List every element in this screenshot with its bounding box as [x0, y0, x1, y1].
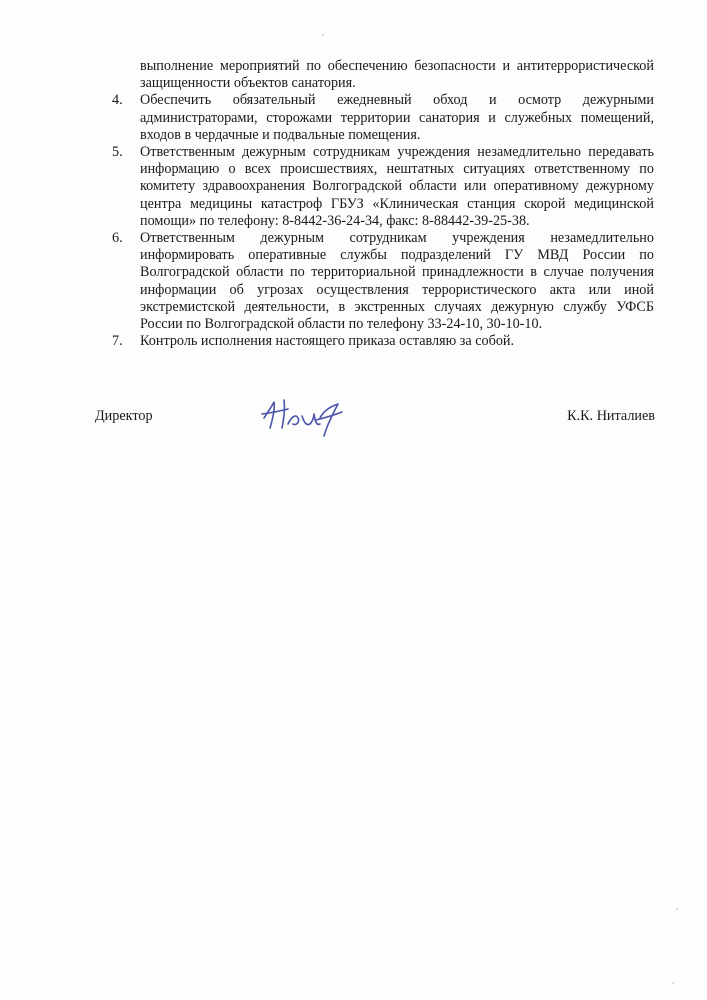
- list-item: [108, 92, 654, 144]
- scan-speck: [676, 908, 678, 910]
- list-item-number: 5.: [112, 144, 123, 161]
- list-item: [108, 144, 654, 230]
- list-item: [108, 333, 654, 350]
- list-item-text: Контроль исполнения настоящего приказа оставляю за собой.: [140, 333, 515, 350]
- scan-speck: [322, 34, 324, 36]
- signatory-title: Директор: [95, 408, 153, 424]
- list-item-number: 6.: [112, 230, 123, 247]
- signatory-name: К.К. Ниталиев: [567, 408, 655, 424]
- list-item-text: Ответственным дежурным сотрудникам учреждения незамедлительно информировать оперативные службы подразделений ГУ МВД России по Волгоградской области по территориальной принадлежности в случае получения информации об угрозах осуществления террористического акта или иной экстремистской деятельности, в экстренных случаях дежурную службу УФСБ России по Волгоградской области по телефону 33-24-10, 30-10-10.: [140, 230, 654, 333]
- list-item-number: 4.: [112, 92, 123, 109]
- signature-block: [95, 402, 655, 442]
- document-body: [108, 58, 654, 350]
- lead-paragraph: выполнение мероприятий по обеспечению безопасности и антитеррористической защищенности объектов санатория.: [140, 58, 654, 92]
- list-item-text: Ответственным дежурным сотрудникам учреждения незамедлительно передавать информацию о всех происшествиях, нештатных ситуациях ответственному по комитету здравоохранения Волгоградской области или оперативному дежурному центра медицины катастроф ГБУЗ «Клиническая станция скорой медицинской помощи» по телефону: 8-8442-36-24-34, факс: 8-88442-39-25-38.: [140, 144, 654, 229]
- scan-speck: [672, 982, 674, 984]
- list-item: [108, 230, 654, 333]
- list-item-number: 7.: [112, 333, 123, 350]
- handwritten-signature: [258, 394, 348, 438]
- list-item-text: Обеспечить обязательный ежедневный обход и осмотр дежурными администраторами, сторожами территории санатория и служебных помещений, входов в чердачные и подвальные помещения.: [140, 92, 654, 143]
